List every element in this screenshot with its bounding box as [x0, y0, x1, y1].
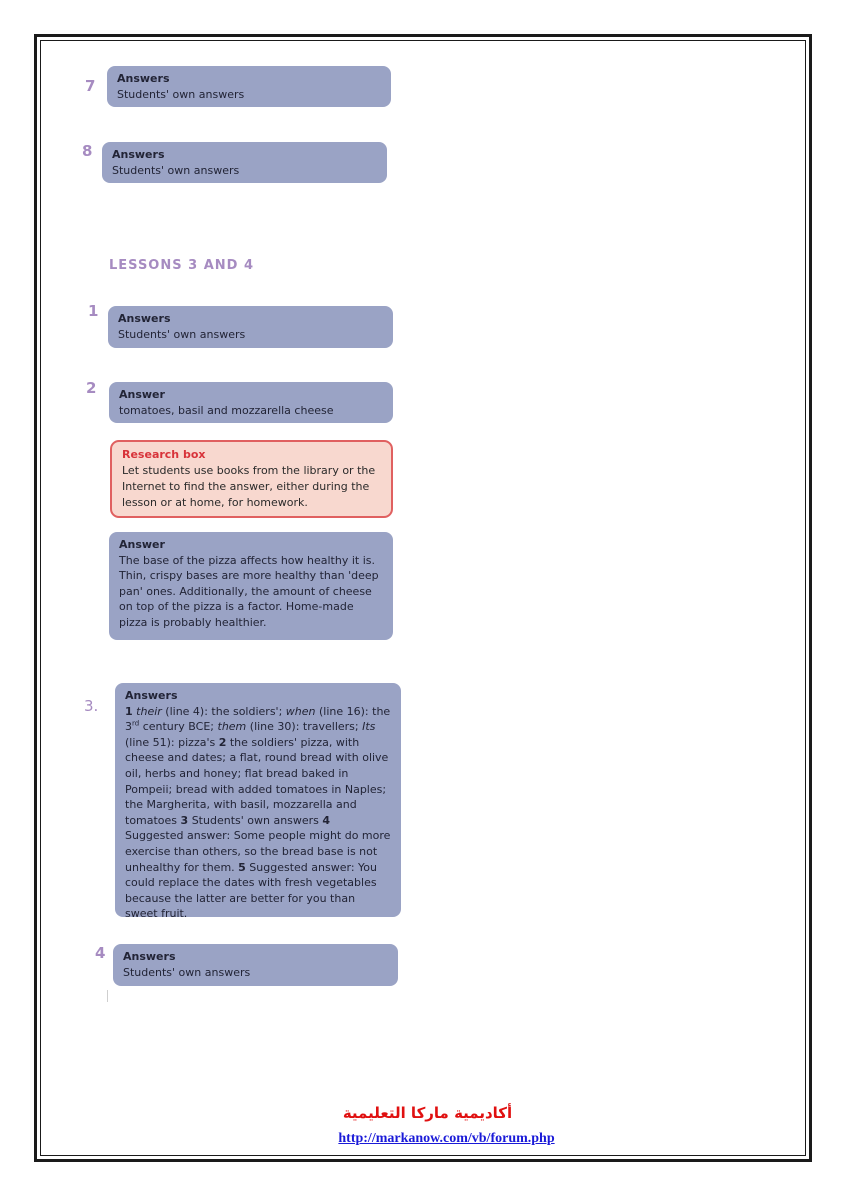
- item-number-7: 7: [85, 77, 96, 95]
- answer-box-3: [115, 683, 401, 921]
- answer-box-pizza: [109, 532, 393, 640]
- margin-mark: [107, 990, 108, 1002]
- answer-box-8: [102, 142, 387, 183]
- item-number-2: 2: [86, 379, 97, 397]
- answer-box-2: [109, 382, 393, 423]
- answer-box-title: Answers: [123, 950, 176, 963]
- answer-box-title: Answers: [125, 689, 178, 702]
- answer-box-text: Students' own answers: [118, 327, 246, 341]
- answer-box-title: Answer: [119, 388, 165, 401]
- answer-box-title: Answers: [112, 148, 165, 161]
- answer-box-title: Answers: [118, 312, 171, 325]
- research-box-text: Let students use books from the library or the Internet to find the answer, either during the lesson or at home, for homework.: [122, 464, 376, 509]
- answer-box-4: [113, 944, 398, 986]
- research-box: [110, 440, 393, 518]
- section-heading: LESSONS 3 AND 4: [109, 258, 254, 273]
- answer-box-title: Answer: [119, 538, 165, 551]
- academy-name: أكاديمية ماركا التعليمية: [342, 1104, 513, 1122]
- answer-box-text: 1 their (line 4): the soldiers'; when (line 16): the 3rd century BCE; them (line 30): travellers; Its (line 51): pizza's 2 the soldiers' pizza, with cheese and dates; a flat, round bread with olive oil, herbs and honey; flat bread baked in Pompeii; bread with added tomatoes in Naples; the Margherita, with basil, mozzarella and tomatoes 3 Students' own answers 4 Suggested answer: Some people might do more exercise than others, so the bread base is not unhealthy for them. 5 Suggested answer: You could replace the dates with fresh vegetables because the latter are better for you than sweet fruit.: [125, 704, 391, 921]
- answer-box-7: [107, 66, 391, 107]
- answer-box-1: [108, 306, 393, 348]
- answer-box-text: Students' own answers: [112, 163, 240, 177]
- answer-box-title: Answers: [117, 72, 170, 85]
- answer-box-text: The base of the pizza affects how healthy it is. Thin, crispy bases are more healthy than 'deep pan' ones. Additionally, the amount of cheese on top of the pizza is a factor. Home-made pizza is probably healthier.: [119, 553, 379, 629]
- item-number-8: 8: [82, 142, 93, 160]
- item-number-1: 1: [88, 302, 99, 320]
- research-box-title: Research box: [122, 448, 206, 461]
- item-number-3: 3.: [84, 697, 99, 715]
- answer-box-text: Students' own answers: [123, 965, 251, 979]
- forum-link[interactable]: http://markanow.com/vb/forum.php: [338, 1131, 555, 1146]
- answer-box-text: Students' own answers: [117, 87, 245, 101]
- answer-box-text: tomatoes, basil and mozzarella cheese: [119, 403, 334, 417]
- item-number-4: 4: [95, 944, 106, 962]
